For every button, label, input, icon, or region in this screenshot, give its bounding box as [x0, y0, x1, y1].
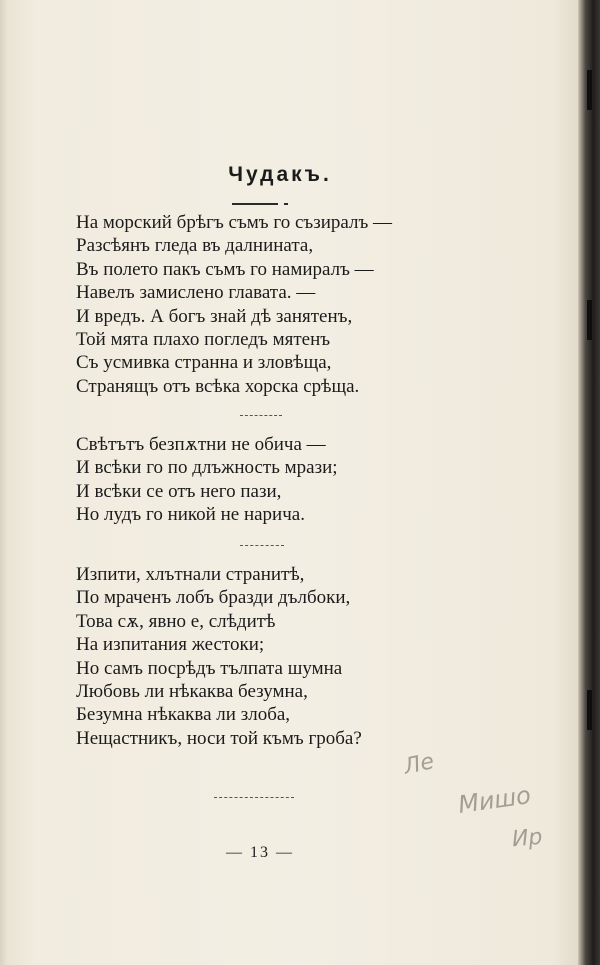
verse-line: Но лудъ го никой не нарича. — [76, 504, 305, 526]
stanza-separator — [240, 415, 282, 416]
pencil-note: Ле — [401, 749, 437, 780]
verse-line: И всѣки го по длъжность мрази; — [76, 457, 338, 479]
verse-line: Разсѣянъ гледа въ далнината, — [76, 235, 314, 257]
verse-line: И вредъ. А богъ знай дѣ занятенъ, — [76, 305, 353, 327]
verse-line: По мраченъ лобъ бразди дълбоки, — [76, 587, 351, 609]
verse-line: И всѣки се отъ него пази, — [76, 480, 282, 502]
pencil-note: Мишо — [456, 781, 533, 819]
page-number: — 13 — — [226, 844, 294, 861]
verse-line: Безумна нѣкаква ли злоба, — [76, 704, 291, 726]
page-left-edge — [0, 0, 8, 965]
stanza-1 — [76, 211, 392, 398]
verse-line: Изпити, хлътнали странитѣ, — [76, 564, 305, 585]
title-underline-dot — [284, 203, 288, 205]
stanza-2 — [76, 433, 338, 527]
verse-line: Той мята плахо погледъ мятенъ — [76, 329, 331, 351]
stanza-3 — [76, 563, 362, 750]
verse-line: Любовь ли нѣкаква безумна, — [76, 681, 308, 703]
stanza-separator — [240, 545, 284, 546]
verse-line: Нещастникъ, носи той къмъ гроба? — [76, 727, 362, 749]
end-separator — [214, 797, 294, 798]
verse-line: Това сѫ, явно е, слѣдитѣ — [76, 610, 276, 632]
pencil-note: Ир — [510, 824, 544, 853]
book-spine-shadow — [578, 0, 600, 965]
verse-line: На морский брѣгъ съмъ го съзиралъ — — [76, 212, 393, 233]
poem-title: Чудакъ. — [228, 163, 332, 186]
verse-line: Съ усмивка странна и зловѣща, — [76, 352, 332, 374]
verse-line: На изпитания жестоки; — [76, 634, 265, 656]
verse-line: Въ полето пакъ съмъ го намиралъ — — [76, 258, 374, 280]
verse-line: Навелъ замислено главата. — — [76, 282, 316, 304]
verse-line: Но самъ посрѣдъ тълпата шумна — [76, 657, 343, 679]
verse-line: Странящъ отъ всѣка хорска срѣща. — [76, 375, 360, 397]
title-underline — [232, 203, 278, 205]
verse-line: Свѣтътъ безпѫтни не обича — — [76, 434, 326, 455]
